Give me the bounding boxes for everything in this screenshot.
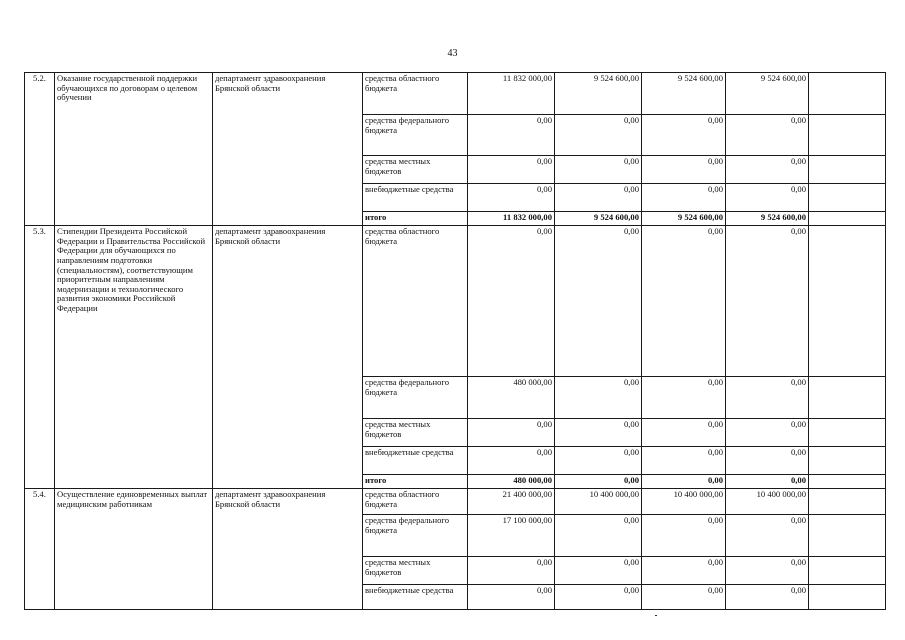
- value-cell: 0,00: [726, 585, 809, 610]
- value-cell: 0,00: [642, 184, 726, 212]
- empty-cell: [809, 226, 886, 377]
- value-cell: 0,00: [555, 377, 642, 419]
- funding-source: средства федерального бюджета: [363, 377, 468, 419]
- table-row: [25, 489, 886, 515]
- value-cell: 0,00: [642, 557, 726, 585]
- row-number: 5.4.: [25, 489, 55, 610]
- value-cell: 0,00: [555, 419, 642, 447]
- executor: департамент здравоохранения Брянской области: [213, 226, 363, 489]
- value-cell: 0,00: [642, 515, 726, 557]
- value-cell: 9 524 600,00: [726, 73, 809, 115]
- value-cell: 0,00: [642, 115, 726, 156]
- activity-name: Стипендии Президента Российской Федерации и Правительства Российской Федерации для обучающихся по направлениям подготовки (специальностям), соответствующим приоритетным направлениям модернизации и технологического развития экономики Российской Федерации: [55, 226, 213, 489]
- funding-source: средства местных бюджетов: [363, 557, 468, 585]
- empty-cell: [809, 475, 886, 489]
- row-number: 5.3.: [25, 226, 55, 489]
- empty-cell: [809, 73, 886, 115]
- value-cell: 0,00: [555, 226, 642, 377]
- funding-source: внебюджетные средства: [363, 447, 468, 475]
- value-cell: 0,00: [555, 585, 642, 610]
- row-number: 5.2.: [25, 73, 55, 226]
- value-cell: 0,00: [555, 115, 642, 156]
- executor: департамент здравоохранения Брянской области: [213, 489, 363, 610]
- total-label: итого: [363, 212, 468, 226]
- funding-source: средства местных бюджетов: [363, 419, 468, 447]
- funding-source: внебюджетные средства: [363, 585, 468, 610]
- table-row: [25, 226, 886, 377]
- total-value: 9 524 600,00: [555, 212, 642, 226]
- funding-source: средства областного бюджета: [363, 226, 468, 377]
- scan-artifact: [655, 615, 657, 616]
- value-cell: 0,00: [468, 585, 555, 610]
- activity-name: Оказание государственной поддержки обучающихся по договорам о целевом обучении: [55, 73, 213, 226]
- value-cell: 0,00: [468, 115, 555, 156]
- value-cell: 0,00: [726, 156, 809, 184]
- value-cell: 10 400 000,00: [642, 489, 726, 515]
- empty-cell: [809, 115, 886, 156]
- value-cell: 10 400 000,00: [555, 489, 642, 515]
- empty-cell: [809, 489, 886, 515]
- total-value: 0,00: [726, 475, 809, 489]
- value-cell: 0,00: [726, 377, 809, 419]
- value-cell: 0,00: [642, 419, 726, 447]
- total-value: 9 524 600,00: [726, 212, 809, 226]
- empty-cell: [809, 377, 886, 419]
- value-cell: 0,00: [468, 184, 555, 212]
- empty-cell: [809, 156, 886, 184]
- value-cell: 9 524 600,00: [555, 73, 642, 115]
- value-cell: 21 400 000,00: [468, 489, 555, 515]
- value-cell: 11 832 000,00: [468, 73, 555, 115]
- value-cell: 480 000,00: [468, 377, 555, 419]
- value-cell: 0,00: [726, 557, 809, 585]
- value-cell: 0,00: [726, 447, 809, 475]
- executor: департамент здравоохранения Брянской области: [213, 73, 363, 226]
- value-cell: 17 100 000,00: [468, 515, 555, 557]
- value-cell: 0,00: [726, 419, 809, 447]
- empty-cell: [809, 447, 886, 475]
- value-cell: 0,00: [468, 156, 555, 184]
- activity-name: Осуществление единовременных выплат медицинским работникам: [55, 489, 213, 610]
- budget-table: [24, 72, 886, 610]
- value-cell: 0,00: [726, 184, 809, 212]
- empty-cell: [809, 515, 886, 557]
- total-value: 480 000,00: [468, 475, 555, 489]
- funding-source: внебюджетные средства: [363, 184, 468, 212]
- value-cell: 0,00: [555, 557, 642, 585]
- value-cell: 0,00: [555, 156, 642, 184]
- value-cell: 0,00: [642, 447, 726, 475]
- value-cell: 0,00: [468, 419, 555, 447]
- value-cell: 10 400 000,00: [726, 489, 809, 515]
- value-cell: 0,00: [555, 184, 642, 212]
- empty-cell: [809, 419, 886, 447]
- value-cell: 0,00: [726, 226, 809, 377]
- total-value: 9 524 600,00: [642, 212, 726, 226]
- empty-cell: [809, 585, 886, 610]
- value-cell: 0,00: [642, 377, 726, 419]
- value-cell: 9 524 600,00: [642, 73, 726, 115]
- empty-cell: [809, 212, 886, 226]
- table-row: [25, 73, 886, 115]
- value-cell: 0,00: [468, 226, 555, 377]
- empty-cell: [809, 557, 886, 585]
- funding-source: средства федерального бюджета: [363, 115, 468, 156]
- value-cell: 0,00: [555, 447, 642, 475]
- value-cell: 0,00: [726, 515, 809, 557]
- funding-source: средства федерального бюджета: [363, 515, 468, 557]
- funding-source: средства местных бюджетов: [363, 156, 468, 184]
- funding-source: средства областного бюджета: [363, 73, 468, 115]
- value-cell: 0,00: [642, 585, 726, 610]
- value-cell: 0,00: [726, 115, 809, 156]
- total-value: 0,00: [555, 475, 642, 489]
- funding-source: средства областного бюджета: [363, 489, 468, 515]
- page-number: 43: [447, 48, 458, 59]
- value-cell: 0,00: [555, 515, 642, 557]
- total-value: 11 832 000,00: [468, 212, 555, 226]
- value-cell: 0,00: [468, 557, 555, 585]
- value-cell: 0,00: [468, 447, 555, 475]
- value-cell: 0,00: [642, 226, 726, 377]
- total-label: итого: [363, 475, 468, 489]
- total-value: 0,00: [642, 475, 726, 489]
- empty-cell: [809, 184, 886, 212]
- value-cell: 0,00: [642, 156, 726, 184]
